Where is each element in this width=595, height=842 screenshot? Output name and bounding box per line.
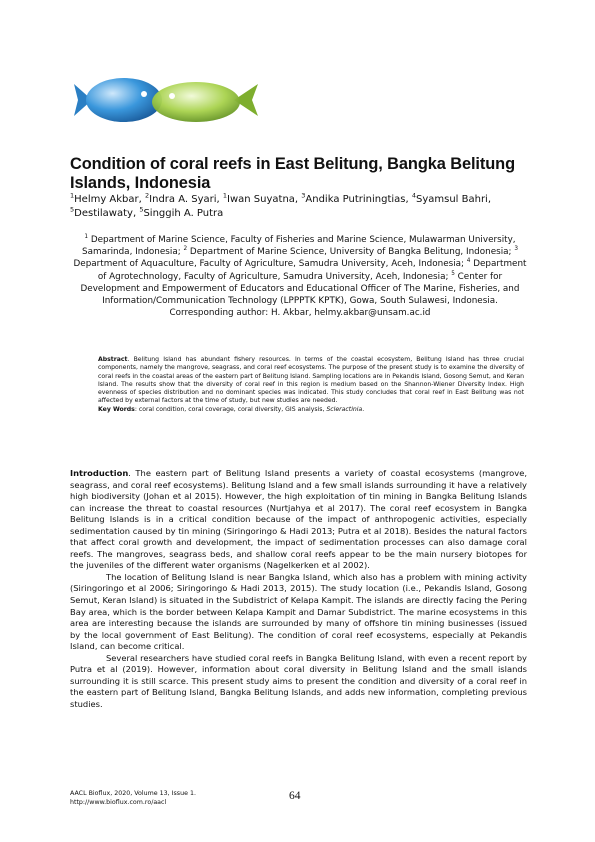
journal-url[interactable]: http://www.bioflux.com.ro/aacl xyxy=(70,798,167,806)
paragraph-text: . The eastern part of Belitung Island presents a variety of coastal ecosystems (mangrove, seagrass, and coral reef ecosystems). Belitung Island and a few small islands surrounding it have a relatively high biodiversity (Johan et al 2015). However, the high exploitation of tin mining in Bangka Belitung Islands can increase the threat to coastal resources (Nurtjahya et al 2017). The coral reef ecosystem in Bangka Belitung Islands is in a critical condition because of the impact of anthropogenic activities, especially sedimentation caused by tin mining (Siringoringo & Hadi 2013; Putra et al 2018). Besides the natural factors that affect coral growth and development, the impact of sedimentation processes can also damage coral reefs. The mangroves, seagrass beds, and shallow coral reefs appear to be the main nursery biotopes for the juveniles of the different water organisms (Nagelkerken et al 2002). xyxy=(70,468,527,571)
keywords-end: . xyxy=(362,405,365,413)
affiliations xyxy=(72,234,528,319)
abstract-label: Abstract xyxy=(98,356,128,363)
affiliation-text: Department of Aquaculture, Faculty of Agriculture, Samudra University, Aceh, Indonesia; xyxy=(73,259,467,270)
affil-marker: 3 xyxy=(301,191,306,200)
affil-marker: 4 xyxy=(466,258,471,265)
author-name: Iwan Suyatna, xyxy=(227,194,302,205)
aacl-bioflux-fish-logo-icon xyxy=(74,74,258,126)
author-name: Singgih A. Putra xyxy=(143,208,224,219)
author-name: Andika Putriningtias, xyxy=(305,194,412,205)
author-name: Syamsul Bahri, xyxy=(415,194,492,205)
author-list xyxy=(70,193,540,221)
affiliation-text: Department of Marine Science, Faculty of Fisheries and Marine Science, Mulawarman University, Samarinda, Indonesia; xyxy=(82,235,516,258)
affil-marker: 5 xyxy=(139,205,144,214)
body-text xyxy=(70,468,527,710)
affil-marker: 5 xyxy=(451,270,455,277)
keywords-label: Key Words xyxy=(98,405,135,413)
affil-marker: 3 xyxy=(514,246,518,253)
author-name: Indra A. Syari, xyxy=(149,194,223,205)
affil-marker: 4 xyxy=(411,191,416,200)
affiliation-text: Department of Agrotechnology, Faculty of Agriculture, Samudra University, Aceh, Indonesia; xyxy=(97,259,527,282)
paragraph xyxy=(70,468,527,572)
abstract-text: . Belitung Island has abundant fishery resources. In terms of the coastal ecosystem, Belitung Island has three crucial components, namely the mangrove, seagrass, and coral reef ecosystems. The purpose of the present study is to examine the diversity of coral reefs in the coastal areas of the eastern part of Belitung Island. Sampling locations are in Pekandis Island, Gosong Semut, and Keran Island. The results show that the diversity of coral reef in this region is medium based on the Shannon-Wiener Diversity Index. High evenness of species distribution and no dominant species was indicated. This study concludes that coral reef in East Belitung was not affected by external factors at the time of study, but new studies are needed. xyxy=(98,356,524,405)
abstract xyxy=(98,356,524,414)
affiliation-text: Department of Marine Science, University of Bangka Belitung, Indonesia; xyxy=(187,247,515,258)
affil-marker: 1 xyxy=(70,191,75,200)
keywords-italic: Scleractinia xyxy=(326,405,363,413)
author-name: Helmy Akbar, xyxy=(74,194,146,205)
page-number: 64 xyxy=(289,790,301,802)
paper-title: Condition of coral reefs in East Belitung, Bangka Belitung Islands, Indonesia xyxy=(70,155,515,192)
affiliation-text: Center for Development and Empowerment of Educators and Educational Officer of The Marine, Fisheries, and Information/Communication Technology (LPPPTK KPTK), Gowa, South Sulawesi, Indonesia. Corresponding author: H. Akbar, helmy.akbar@unsam.ac.id xyxy=(80,271,520,319)
affil-marker: 2 xyxy=(145,191,150,200)
section-heading: Introduction xyxy=(70,468,129,478)
affil-marker: 5 xyxy=(70,205,75,214)
footer xyxy=(70,790,196,807)
author-name: Destilawaty, xyxy=(74,208,140,219)
paragraph: Several researchers have studied coral reefs in Bangka Belitung Island, with even a recent report by Putra et al (2019). However, information about coral diversity in Belitung Island and the small islands surrounding it is still scarce. This present study aims to present the condition and diversity of a coral reef in the eastern part of Belitung Island, Bangka Belitung Islands, and adds new information, completing previous studies. xyxy=(70,652,527,709)
paragraph: The location of Belitung Island is near Bangka Island, which also has a problem with mining activity (Siringoringo et al 2006; Siringoringo & Hadi 2013, 2015). The study location (i.e., Pekandis Island, Gosong Semut, Keran Island) is situated in the Subdistrict of Kelapa Kampit. The islands are directly facing the Pering Bay area, which is the border between Kelapa Kampit and Damar Subdistrict. The marine ecosystems in this area are interesting because the islands are surrounded by many of offshore tin mining businesses (issued by the local government of East Belitung). The condition of coral reef ecosystems, especially at Pekandis Island, can become critical. xyxy=(70,571,527,652)
affil-marker: 1 xyxy=(84,234,89,241)
keywords-text: : coral condition, coral coverage, coral diversity, GIS analysis, xyxy=(134,405,327,413)
journal-citation: AACL Bioflux, 2020, Volume 13, Issue 1. xyxy=(70,790,196,797)
affil-marker: 2 xyxy=(183,246,188,253)
affil-marker: 1 xyxy=(222,191,228,200)
